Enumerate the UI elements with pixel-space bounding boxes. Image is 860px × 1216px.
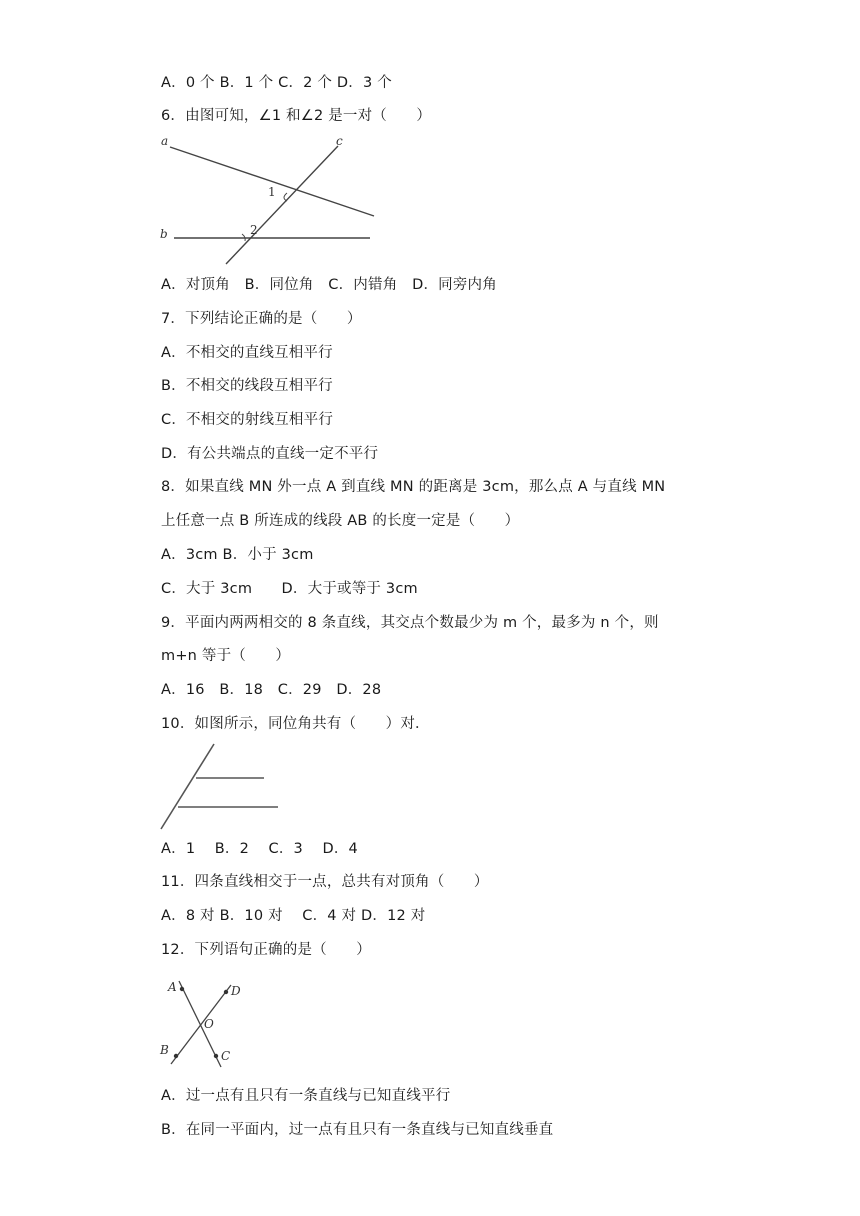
q9-stem-line2: m+n 等于（ ） [161,648,291,664]
q6-label-a: a [161,134,169,148]
q8-stem-line2: 上任意一点 B 所连成的线段 AB 的长度一定是（ ） [161,513,520,529]
q8-stem-line1: 8．如果直线 MN 外一点 A 到直线 MN 的距离是 3cm，那么点 A 与直线 MN [161,479,666,495]
q10-figure [160,743,285,831]
q12-stem: 12．下列语句正确的是（ ） [161,942,371,958]
q7-option-a: A．不相交的直线互相平行 [161,345,333,361]
q10-stem: 10．如图所示，同位角共有（ ）对． [161,716,430,732]
q6-stem: 6．由图可知，∠1 和∠2 是一对（ ） [161,108,432,124]
q12-label-C: C [221,1049,231,1063]
q6-angle-1: 1 [268,185,276,199]
q12-option-a: A．过一点有且只有一条直线与已知直线平行 [161,1088,451,1104]
q9-options: A．16 B．18 C．29 D．28 [161,682,382,698]
q6-options: A．对顶角 B．同位角 C．内错角 D．同旁内角 [161,277,497,293]
q5-options: A．0 个 B．1 个 C．2 个 D．3 个 [161,75,392,91]
q12-figure [158,974,253,1074]
q12-label-O: O [204,1017,214,1031]
q6-label-b: b [160,227,168,241]
q7-stem: 7．下列结论正确的是（ ） [161,311,362,327]
q12-label-D: D [231,984,241,998]
q6-figure [160,134,380,264]
q8-options-ab: A．3cm B．小于 3cm [161,547,314,563]
q9-stem-line1: 9．平面内两两相交的 8 条直线，其交点个数最少为 m 个，最多为 n 个，则 [161,615,659,631]
q8-options-cd: C．大于 3cm D．大于或等于 3cm [161,581,418,597]
q7-option-c: C．不相交的射线互相平行 [161,412,334,428]
q12-label-A: A [168,980,177,994]
q11-options: A．8 对 B．10 对 C．4 对 D．12 对 [161,908,426,924]
q11-stem: 11．四条直线相交于一点，总共有对顶角（ ） [161,874,489,890]
q12-option-b: B．在同一平面内，过一点有且只有一条直线与已知直线垂直 [161,1122,554,1138]
q10-options: A．1 B．2 C．3 D．4 [161,841,358,857]
q12-label-B: B [160,1043,169,1057]
q6-label-c: c [336,134,343,148]
q6-angle-2: 2 [250,223,258,237]
q7-option-b: B．不相交的线段互相平行 [161,378,333,394]
q7-option-d: D．有公共端点的直线一定不平行 [161,446,379,462]
